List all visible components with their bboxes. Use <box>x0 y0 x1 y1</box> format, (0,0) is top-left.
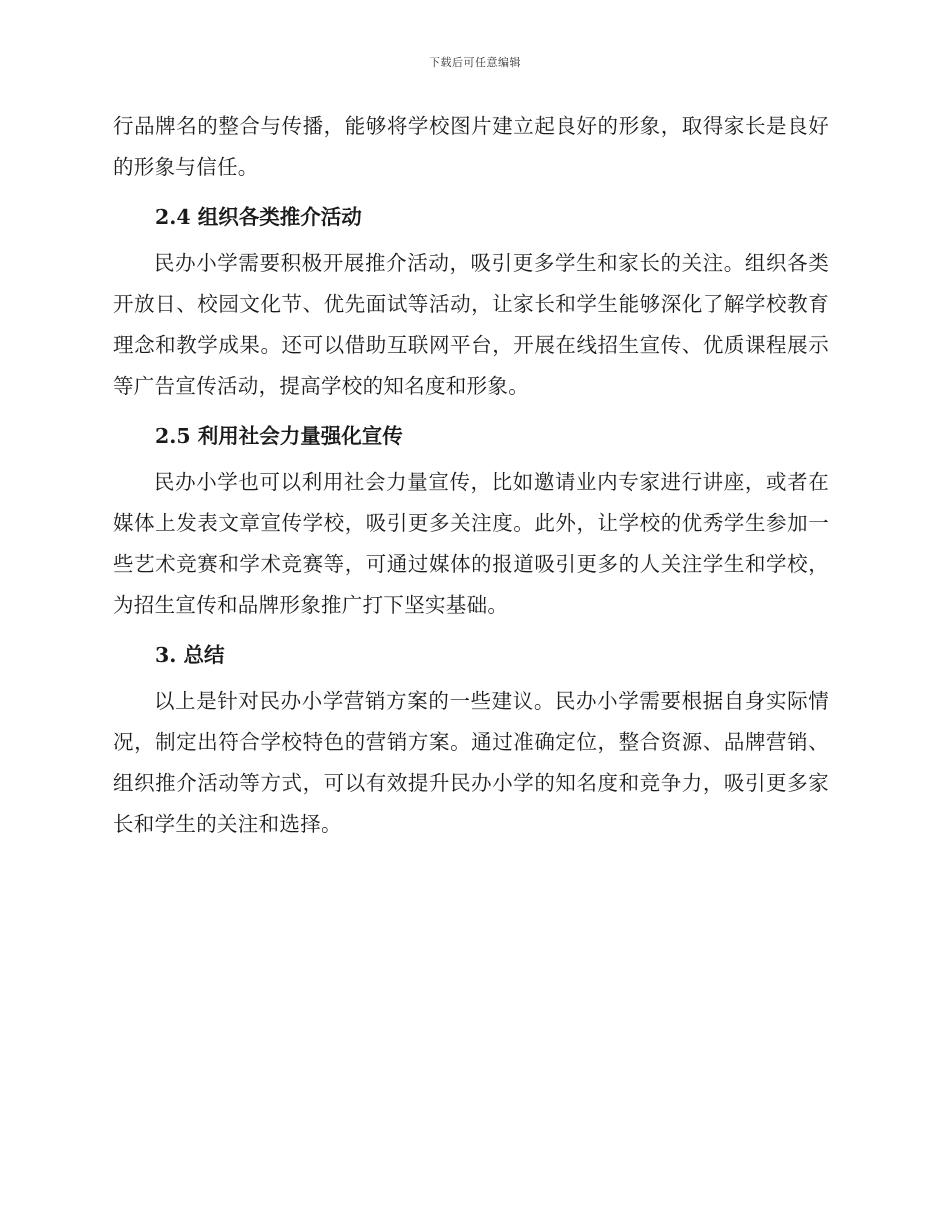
paragraph-2-5: 民办小学也可以利用社会力量宣传，比如邀请业内专家进行讲座，或者在媒体上发表文章宣传学校，吸引更多关注度。此外，让学校的优秀学生参加一些艺术竞赛和学术竞赛等，可通过媒体的报道吸引更多的人关注学生和学校，为招生宣传和品牌形象推广打下坚实基础。 <box>113 470 829 617</box>
document-body <box>113 106 829 845</box>
section-heading-3: 3. 总结 <box>155 643 225 667</box>
section-heading-2-5: 2.5 利用社会力量强化宣传 <box>155 424 403 448</box>
paragraph-continued: 行品牌名的整合与传播，能够将学校图片建立起良好的形象，取得家长是良好的形象与信任。 <box>113 114 829 179</box>
paragraph-2-4: 民办小学需要积极开展推介活动，吸引更多学生和家长的关注。组织各类开放日、校园文化节、优先面试等活动，让家长和学生能够深化了解学校教育理念和教学成果。还可以借助互联网平台，开展在线招生宣传、优质课程展示等广告宣传活动，提高学校的知名度和形象。 <box>113 251 829 398</box>
paragraph-3: 以上是针对民办小学营销方案的一些建议。民办小学需要根据自身实际情况，制定出符合学校特色的营销方案。通过准确定位，整合资源、品牌营销、组织推介活动等方式，可以有效提升民办小学的知名度和竞争力，吸引更多家长和学生的关注和选择。 <box>113 689 829 836</box>
section-heading-2-4: 2.4 组织各类推介活动 <box>155 205 362 229</box>
running-header: 下载后可任意编辑 <box>429 56 521 69</box>
